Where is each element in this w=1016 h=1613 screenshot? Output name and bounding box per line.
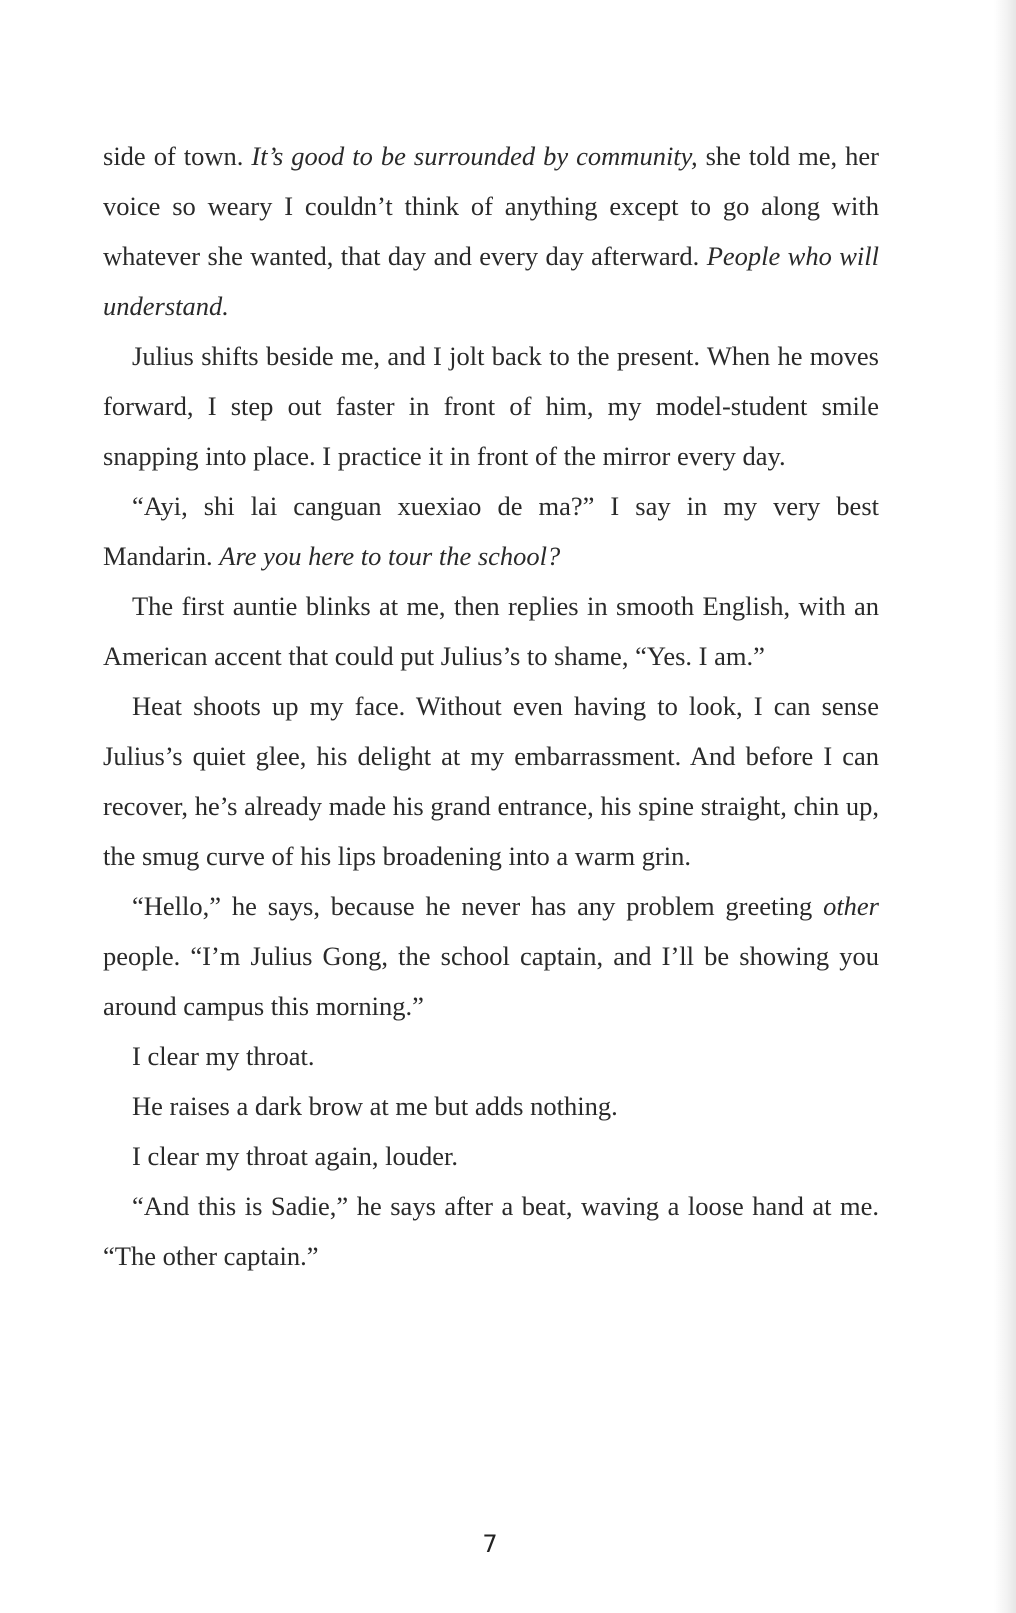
- text-run: “Ayi, shi lai canguan xuexiao de ma?” I say in my very best Mandarin.: [103, 491, 879, 571]
- text-run: He raises a dark brow at me but adds nothing.: [132, 1091, 618, 1121]
- italic-text: Are you here to tour the school?: [219, 541, 561, 571]
- paragraph: [103, 1081, 879, 1131]
- paragraph: [103, 331, 879, 481]
- italic-text: other: [823, 891, 879, 921]
- italic-text: It’s good to be surrounded by community,: [251, 141, 698, 171]
- italic-text: People who will understand.: [103, 241, 879, 321]
- text-run: she told me, her voice so weary I couldn’t think of anything except to go along with whatever she wanted, that day and every day afterward.: [103, 141, 880, 271]
- paragraph: [103, 681, 879, 881]
- text-run: I clear my throat again, louder.: [132, 1141, 458, 1171]
- text-run: Julius shifts beside me, and I jolt back to the present. When he moves forward, I step out faster in front of him, my model-student smile snapping into place. I practice it in front of the mirror every day.: [103, 341, 879, 471]
- text-run: people. “I’m Julius Gong, the school captain, and I’ll be showing you around campus this morning.”: [103, 941, 879, 1021]
- text-run: side of town.: [103, 141, 252, 171]
- paragraph: [103, 1031, 879, 1081]
- text-run: “Hello,” he says, because he never has any problem greeting: [132, 891, 824, 921]
- paragraph: [103, 1131, 879, 1181]
- paragraph: [103, 1181, 879, 1281]
- page-edge-shadow: [994, 0, 1016, 1613]
- body-text: [103, 131, 879, 1281]
- text-run: “And this is Sadie,” he says after a beat, waving a loose hand at me. “The other captain.”: [103, 1191, 879, 1271]
- paragraph: [103, 581, 879, 681]
- text-run: Heat shoots up my face. Without even having to look, I can sense Julius’s quiet glee, his delight at my embarrassment. And before I can recover, he’s already made his grand entrance, his spine straight, chin up, the smug curve of his lips broadening into a warm grin.: [103, 691, 879, 871]
- text-run: I clear my throat.: [132, 1041, 315, 1071]
- page-number: 7: [482, 1530, 498, 1558]
- paragraph: [103, 481, 879, 581]
- paragraph: [103, 881, 879, 1031]
- paragraph: [103, 131, 879, 331]
- text-run: The first auntie blinks at me, then replies in smooth English, with an American accent that could put Julius’s to shame, “Yes. I am.”: [103, 591, 879, 671]
